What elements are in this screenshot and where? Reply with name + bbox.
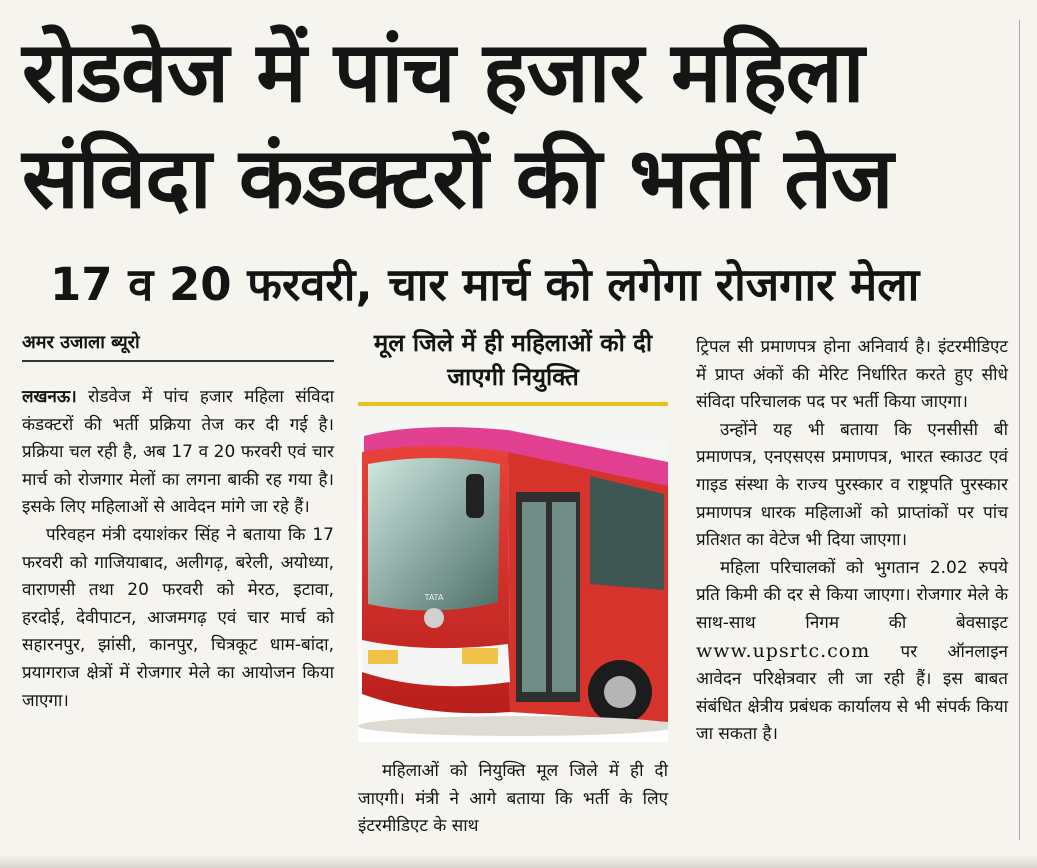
subheadline: 17 व 20 फरवरी, चार मार्च को लगेगा रोजगार मेला (50, 258, 920, 311)
dateline: लखनऊ। (22, 387, 77, 407)
headline-line-2: संविदा कंडक्टरों की भर्ती तेज (22, 129, 893, 227)
feature-box (358, 326, 668, 837)
column3-para3 (696, 555, 1008, 749)
column1-para1-text: रोडवेज में पांच हजार महिला संविदा कंडक्टरों की भर्ती प्रक्रिया तेज कर दी गई है। प्रक्रिया चल रही है, अब 17 व 20 फरवरी एवं चार मार्च को रोजगार मेलों का लगना बाकी रह गया है। इसके लिए महिलाओं से आवेदन मांगे जा रहे हैं। (22, 387, 334, 518)
headline-line-1: रोडवेज में पांच हजार महिला (22, 23, 864, 121)
byline: अमर उजाला ब्यूरो (22, 330, 334, 362)
tata-logo-icon (424, 608, 444, 628)
bottom-edge (0, 854, 1037, 868)
article-column-3 (696, 334, 1008, 749)
column3-para2: उन्होंने यह भी बताया कि एनसीसी बी प्रमाणपत्र, एनएसएस प्रमाणपत्र, भारत स्काउट एवं गाइड संस्था के राज्य पुरस्कार व राष्ट्रपति पुरस्कार प्रमाणपत्र धारक महिलाओं को प्राप्तांकों पर पांच प्रतिशत का वेटेज भी दिया जाएगा। (696, 419, 1008, 551)
column3-para3-a: महिला परिचालकों को भुगतान 2.02 रुपये प्रति किमी की दर से किया जाएगा। रोजगार मेले के साथ-साथ निगम की बेवसाइट (696, 557, 1008, 633)
article-column-2: महिलाओं को नियुक्ति मूल जिले में ही दी जाएगी। मंत्री ने आगे बताया कि भर्ती के लिए इंटरमीडिएट के साथ (358, 761, 668, 837)
mirror-icon (466, 474, 484, 518)
column3-para3-b: पर ऑनलाइन आवेदन परिक्षेत्रवार ली जा रही हैं। इस बाबत संबंधित क्षेत्रीय प्रबंधक कार्यालय से भी संपर्क किया जा सकता है। (696, 641, 1008, 745)
adjacent-column-edge (1019, 20, 1037, 840)
box-title: मूल जिले में ही महिलाओं को दी जाएगी नियुक्ति (358, 326, 668, 406)
website-url: www.upsrtc.com (696, 639, 871, 662)
bus-photo (358, 422, 668, 742)
column3-para1: ट्रिपल सी प्रमाणपत्र होना अनिवार्य है। इंटरमीडिएट में प्राप्त अंकों की मेरिट निर्धारित करते हुए सीधे संविदा परिचालक पद पर भर्ती किया जाएगा। (696, 337, 1008, 413)
column1-para2: परिवहन मंत्री दयाशंकर सिंह ने बताया कि 17 फरवरी को गाजियाबाद, अलीगढ़, बरेली, अयोध्या, वाराणसी तथा 20 फरवरी को मेरठ, इटावा, हरदोई, देवीपाटन, आजमगढ़ एवं चार मार्च को सहारनपुर, झांसी, कानपुर, चित्रकूट धाम-बांदा, प्रयागराज क्षेत्रों में रोजगार मेले का आयोजन किया जाएगा। (22, 524, 334, 711)
article-column-1 (22, 384, 334, 715)
column1-para1 (22, 384, 334, 522)
bus-badge: TATA (424, 593, 444, 602)
